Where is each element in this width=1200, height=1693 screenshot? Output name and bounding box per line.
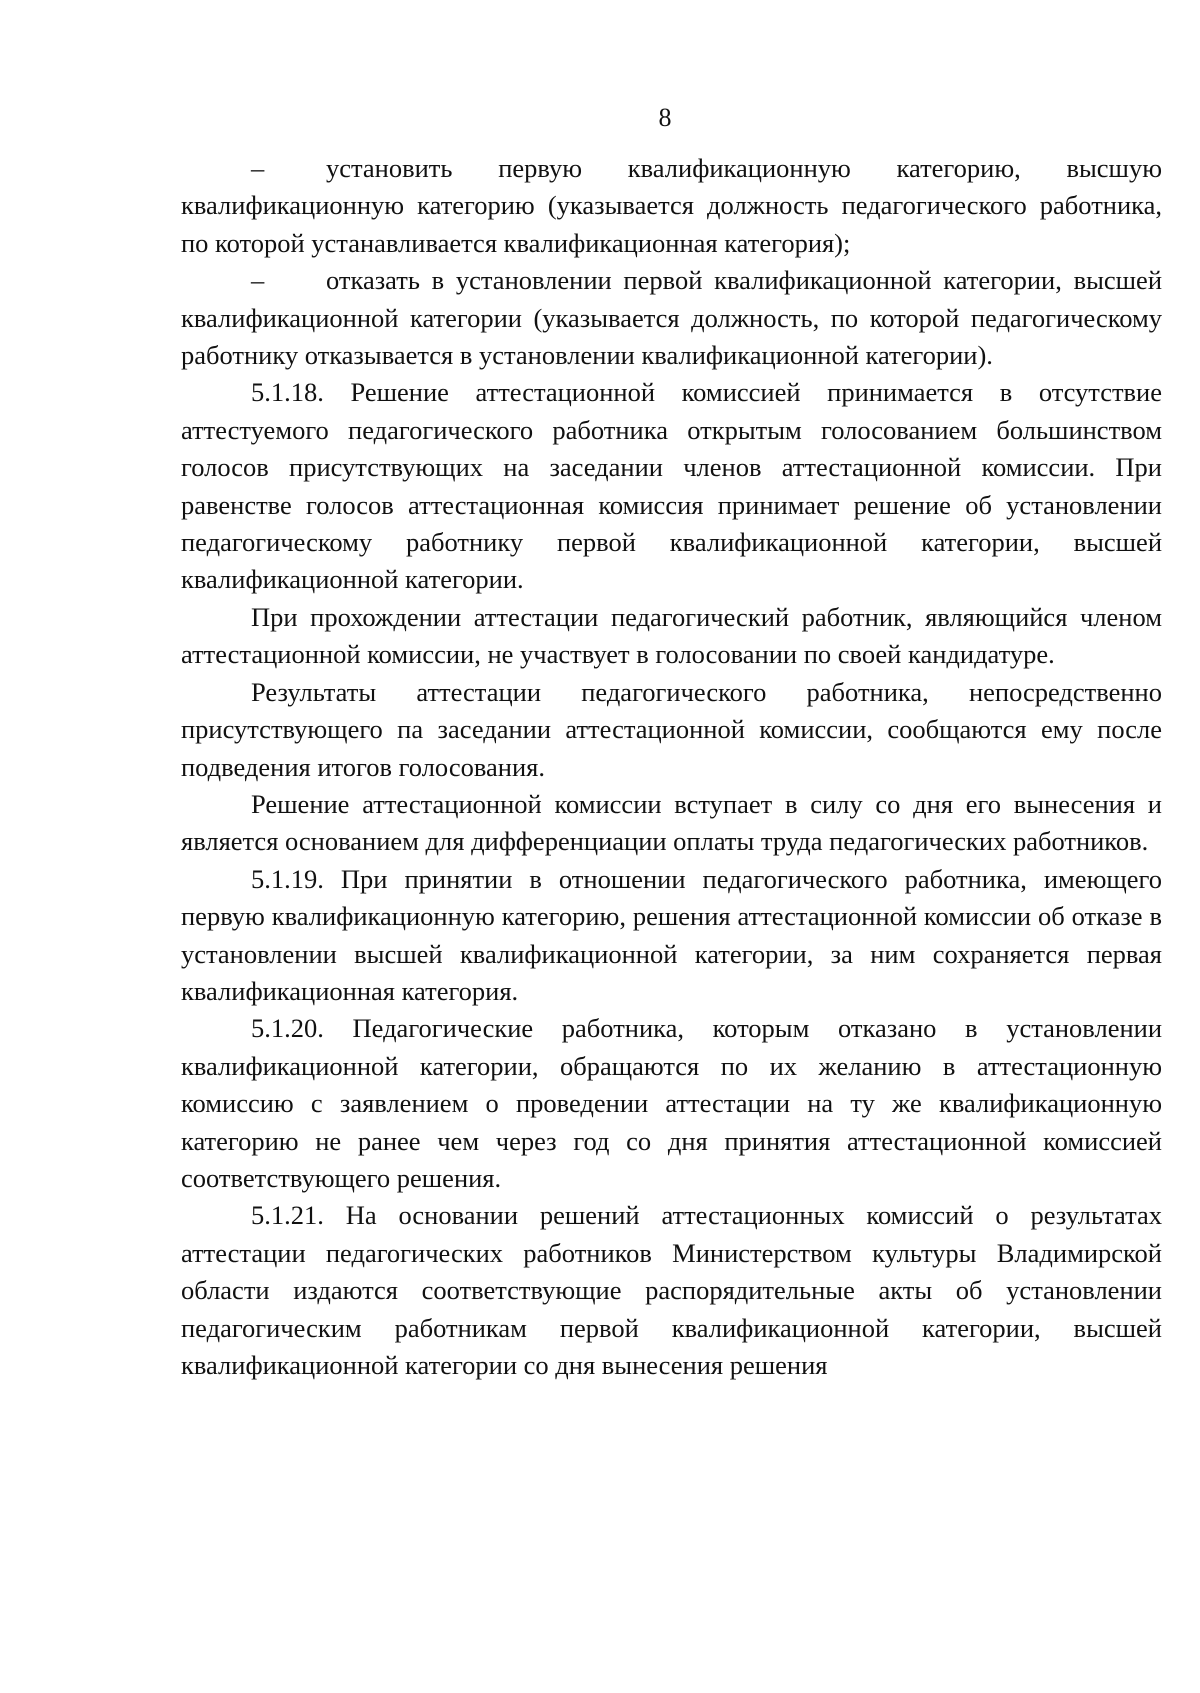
paragraph-decision-effect: Решение аттестационной комиссии вступает в силу со дня его вынесения и является основанием для дифференциации оплаты труда педагогических работников.: [181, 788, 1162, 857]
list-dash: –: [251, 265, 265, 296]
paragraph-5-1-19: 5.1.19. При принятии в отношении педагогического работника, имеющего первую квалификационную категорию, решения аттестационной комиссии об отказе в установлении высшей квалификационной категории, за ним сохраняется первая квалификационная категория.: [181, 863, 1162, 1006]
paragraph-member-voting: При прохождении аттестации педагогический работник, являющийся членом аттестационной комиссии, не участвует в голосовании по своей кандидатуре.: [181, 601, 1162, 670]
paragraph-5-1-18: 5.1.18. Решение аттестационной комиссией принимается в отсутствие аттестуемого педагогического работника открытым голосованием большинством голосов присутствующих на заседании членов аттестационной комиссии. При равенстве голосов аттестационная комиссия принимает решение об установлении педагогическому работнику первой квалификационной категории, высшей квалификационной категории.: [181, 377, 1162, 595]
paragraph-5-1-20: 5.1.20. Педагогические работника, которым отказано в установлении квалификационной категории, обращаются по их желанию в аттестационную комиссию с заявлением о проведении аттестации на ту же квалификационную категорию не ранее чем через год со дня принятия аттестационной комиссией соответствующего решения.: [181, 1013, 1162, 1193]
list-item-text: отказать в установлении первой квалификационной категории, высшей квалификационной категории (указывается должность, по которой педагогическому работнику отказывается в установлении квалификационной категории).: [181, 265, 1162, 371]
list-dash: –: [251, 153, 265, 183]
paragraph-5-1-21: 5.1.21. На основании решений аттестационных комиссий о результатах аттестации педагогических работников Министерством культуры Владимирской области издаются соответствующие распорядительные акты об установлении педагогическим работникам первой квалификационной категории, высшей квалификационной категории со дня вынесения решения: [181, 1200, 1162, 1380]
list-item-establish-category: [181, 150, 1162, 262]
paragraph-results-announcement: Результаты аттестации педагогического работника, непосредственно присутствующего па заседании аттестационной комиссии, сообщаются ему после подведения итогов голосования.: [181, 676, 1162, 782]
page-number: 8: [658, 103, 672, 132]
list-item-refuse-category: [181, 262, 1162, 374]
list-item-text: установить первую квалификационную категорию, высшую квалификационную категорию (указывается должность педагогического работника, по которой устанавливается квалификационная категория);: [181, 153, 1162, 258]
body-text: [181, 150, 1162, 1384]
